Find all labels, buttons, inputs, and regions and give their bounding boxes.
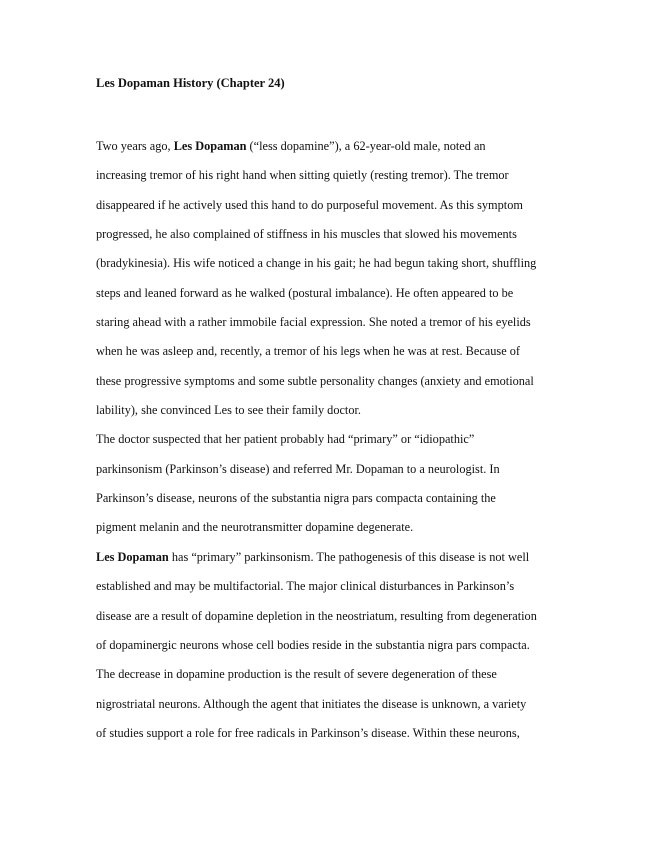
text-line: established and may be multifactorial. The major clinical disturbances in Parkinson’s: [96, 579, 515, 594]
text-line: (bradykinesia). His wife noticed a change in his gait; he had begun taking short, shuffling: [96, 256, 537, 271]
text-line: parkinsonism (Parkinson’s disease) and referred Mr. Dopaman to a neurologist. In: [96, 461, 500, 476]
text-line: Parkinson’s disease, neurons of the substantia nigra pars compacta containing the: [96, 491, 496, 506]
text-line: when he was asleep and, recently, a tremor of his legs when he was at rest. Because of: [96, 344, 520, 359]
text-line: The decrease in dopamine production is the result of severe degeneration of these: [96, 667, 497, 682]
text-line: staring ahead with a rather immobile facial expression. She noted a tremor of his eyelids: [96, 315, 531, 330]
document-body: [96, 132, 566, 748]
text-line: progressed, he also complained of stiffness in his muscles that slowed his movements: [96, 227, 517, 242]
text-line: increasing tremor of his right hand when sitting quietly (resting tremor). The tremor: [96, 168, 509, 183]
text-line: [96, 543, 566, 572]
paragraph-history: [96, 132, 566, 425]
line-text: Two years ago,: [96, 139, 174, 153]
paragraph-diagnosis: [96, 425, 566, 542]
patient-name: Les Dopaman: [173, 139, 247, 153]
text-line: The doctor suspected that her patient probably had “primary” or “idiopathic”: [96, 432, 475, 447]
line-text: (“less dopamine”), a 62-year-old male, noted an: [246, 139, 486, 153]
text-line: disease are a result of dopamine depletion in the neostriatum, resulting from degeneration: [96, 608, 537, 623]
patient-name: Les Dopaman: [96, 549, 169, 564]
text-line: lability), she convinced Les to see their family doctor.: [96, 403, 361, 418]
text-line: steps and leaned forward as he walked (postural imbalance). He often appeared to be: [96, 285, 514, 300]
text-line: pigment melanin and the neurotransmitter dopamine degenerate.: [96, 520, 414, 535]
text-line: [96, 132, 566, 161]
text-line: these progressive symptoms and some subtle personality changes (anxiety and emotional: [96, 373, 534, 388]
text-line: disappeared if he actively used this hand to do purposeful movement. As this symptom: [96, 197, 523, 212]
text-line: of studies support a role for free radicals in Parkinson’s disease. Within these neurons,: [96, 725, 520, 740]
text-line: of dopaminergic neurons whose cell bodies reside in the substantia nigra pars compacta.: [96, 637, 530, 652]
text-line: nigrostriatal neurons. Although the agent that initiates the disease is unknown, a variety: [96, 696, 527, 711]
line-text: has “primary” parkinsonism. The pathogenesis of this disease is not well: [168, 549, 530, 564]
paragraph-pathogenesis: [96, 543, 566, 748]
document-title: Les Dopaman History (Chapter 24): [96, 76, 285, 90]
